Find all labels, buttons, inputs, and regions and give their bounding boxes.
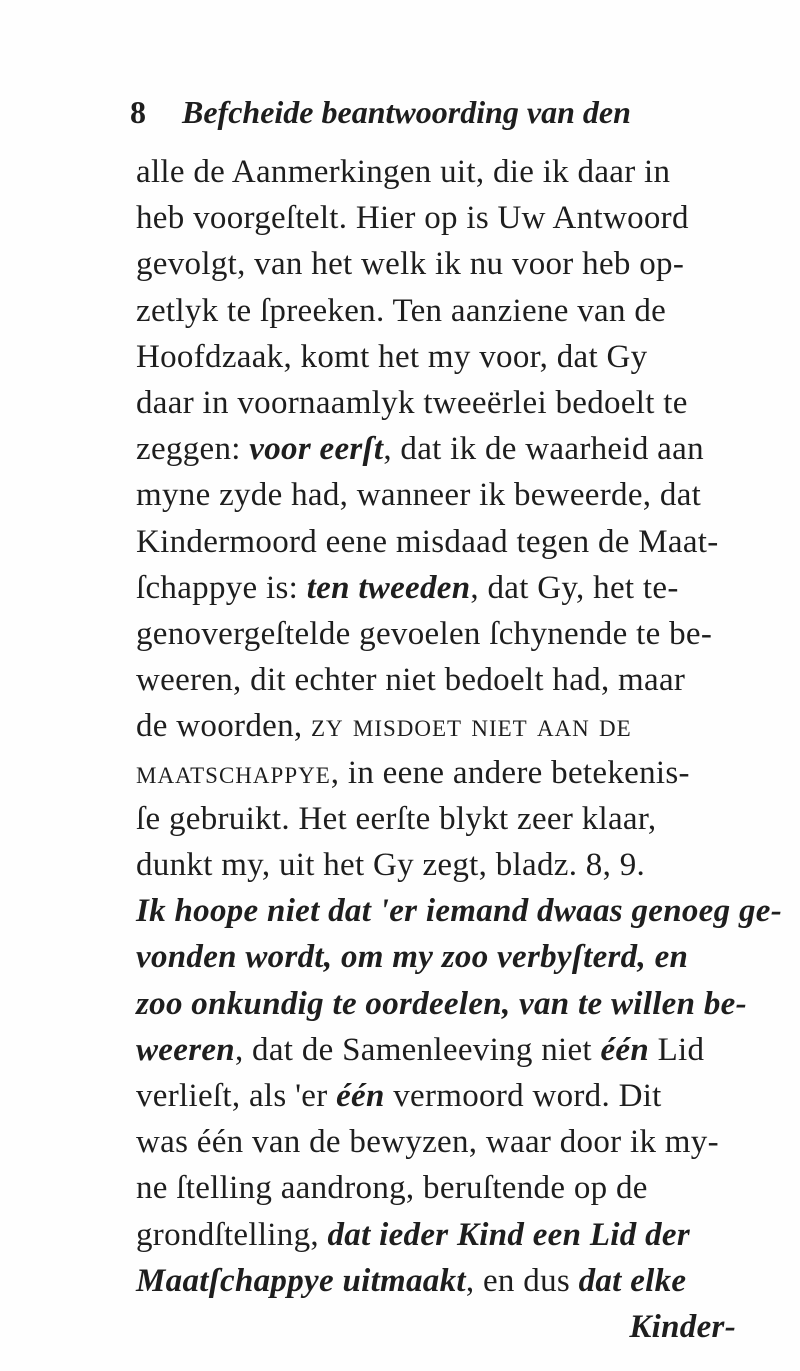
text-segment: grondſtelling, bbox=[136, 1216, 328, 1253]
text-line bbox=[136, 1122, 736, 1162]
text-segment: zeggen: bbox=[136, 431, 250, 468]
text-segment: , dat de Samenleeving niet bbox=[234, 1031, 601, 1068]
text-line bbox=[136, 1030, 736, 1070]
text-line bbox=[136, 152, 736, 192]
text-line bbox=[136, 891, 782, 931]
text-segment: verlieſt, als 'er bbox=[136, 1078, 337, 1114]
text-line bbox=[136, 568, 736, 608]
italic-text: ten tweeden bbox=[306, 569, 471, 606]
text-segment: , dat ik de waarheid aan bbox=[383, 431, 704, 468]
text-line bbox=[136, 706, 736, 746]
text-segment: Hoofdzaak, komt het my voor, dat Gy bbox=[136, 338, 648, 375]
text-line bbox=[136, 753, 736, 793]
italic-text: één bbox=[600, 1031, 650, 1068]
text-segment: heb voorgeſtelt. Hier op is Uw Antwoord bbox=[136, 200, 689, 237]
text-segment: daar in voornaamlyk tweeërlei bedoelt te bbox=[136, 385, 688, 421]
text-segment: de woorden, bbox=[136, 708, 311, 745]
text-segment: zetlyk te ſpreeken. Ten aanziene van de bbox=[136, 292, 667, 329]
text-line bbox=[136, 198, 736, 238]
text-line bbox=[136, 1168, 736, 1208]
text-segment: Lid bbox=[649, 1031, 705, 1068]
text-line bbox=[136, 244, 736, 284]
italic-text: zoo onkundig te oordeelen, van te willen be- bbox=[136, 985, 747, 1022]
italic-text: Ik hoope niet dat 'er iemand dwaas genoeg ge- bbox=[136, 893, 782, 930]
text-line bbox=[136, 845, 736, 885]
small-caps-text: maatschappye bbox=[136, 754, 331, 791]
italic-text: dat elke bbox=[578, 1262, 687, 1299]
text-segment: dunkt my, uit het Gy zegt, bladz. 8, 9. bbox=[136, 847, 646, 883]
text-segment: , dat Gy, het te- bbox=[470, 569, 679, 606]
text-line bbox=[136, 1215, 736, 1255]
text-line bbox=[136, 937, 736, 977]
text-line bbox=[136, 475, 736, 515]
italic-text: één bbox=[336, 1078, 385, 1114]
text-segment: gevolgt, van het welk ik nu voor heb op- bbox=[136, 246, 685, 283]
text-line bbox=[136, 383, 736, 423]
text-line bbox=[136, 291, 736, 331]
text-segment: Kindermoord eene misdaad tegen de Maat- bbox=[136, 523, 719, 560]
text-segment: genovergeſtelde gevoelen ſchynende te be- bbox=[136, 616, 713, 652]
text-line bbox=[136, 1307, 736, 1347]
text-line bbox=[136, 429, 736, 469]
text-segment: myne zyde had, wanneer ik beweerde, dat bbox=[136, 477, 702, 514]
text-segment: weeren, dit echter niet bedoelt had, maar bbox=[136, 662, 686, 699]
text-line bbox=[136, 1076, 736, 1116]
text-line bbox=[136, 660, 736, 700]
text-line bbox=[136, 522, 736, 562]
small-caps-text: zy misdoet niet aan de bbox=[310, 708, 632, 745]
text-segment: , in eene andere betekenis- bbox=[330, 754, 690, 791]
text-segment: , en dus bbox=[465, 1262, 579, 1299]
text-line bbox=[136, 984, 747, 1024]
italic-text: vonden wordt, om my zoo verbyſterd, en bbox=[136, 939, 689, 976]
text-segment: alle de Aanmerkingen uit, die ik daar in bbox=[136, 154, 671, 190]
text-line bbox=[136, 614, 736, 654]
italic-text: Maatſchappye uitmaakt bbox=[136, 1262, 466, 1299]
italic-text: dat ieder Kind een Lid der bbox=[327, 1216, 691, 1253]
text-segment: ſchappye is: bbox=[136, 569, 307, 606]
text-segment: ne ſtelling aandrong, beruſtende op de bbox=[136, 1170, 648, 1207]
page-number: 8 bbox=[130, 94, 146, 130]
text-line bbox=[136, 1261, 736, 1301]
italic-text: weeren bbox=[136, 1031, 235, 1068]
text-line bbox=[136, 799, 736, 839]
italic-text: voor eerſt bbox=[249, 431, 384, 468]
text-segment: ſe gebruikt. Het eerſte blykt zeer klaar, bbox=[136, 800, 657, 837]
running-title: Befcheide beantwoording van den bbox=[182, 94, 631, 130]
italic-text: Kinder- bbox=[629, 1309, 736, 1345]
running-header bbox=[130, 92, 690, 132]
text-segment: was één van de bewyzen, waar door ik my- bbox=[136, 1124, 719, 1161]
text-segment: vermoord word. Dit bbox=[384, 1078, 662, 1114]
text-line bbox=[136, 337, 736, 377]
